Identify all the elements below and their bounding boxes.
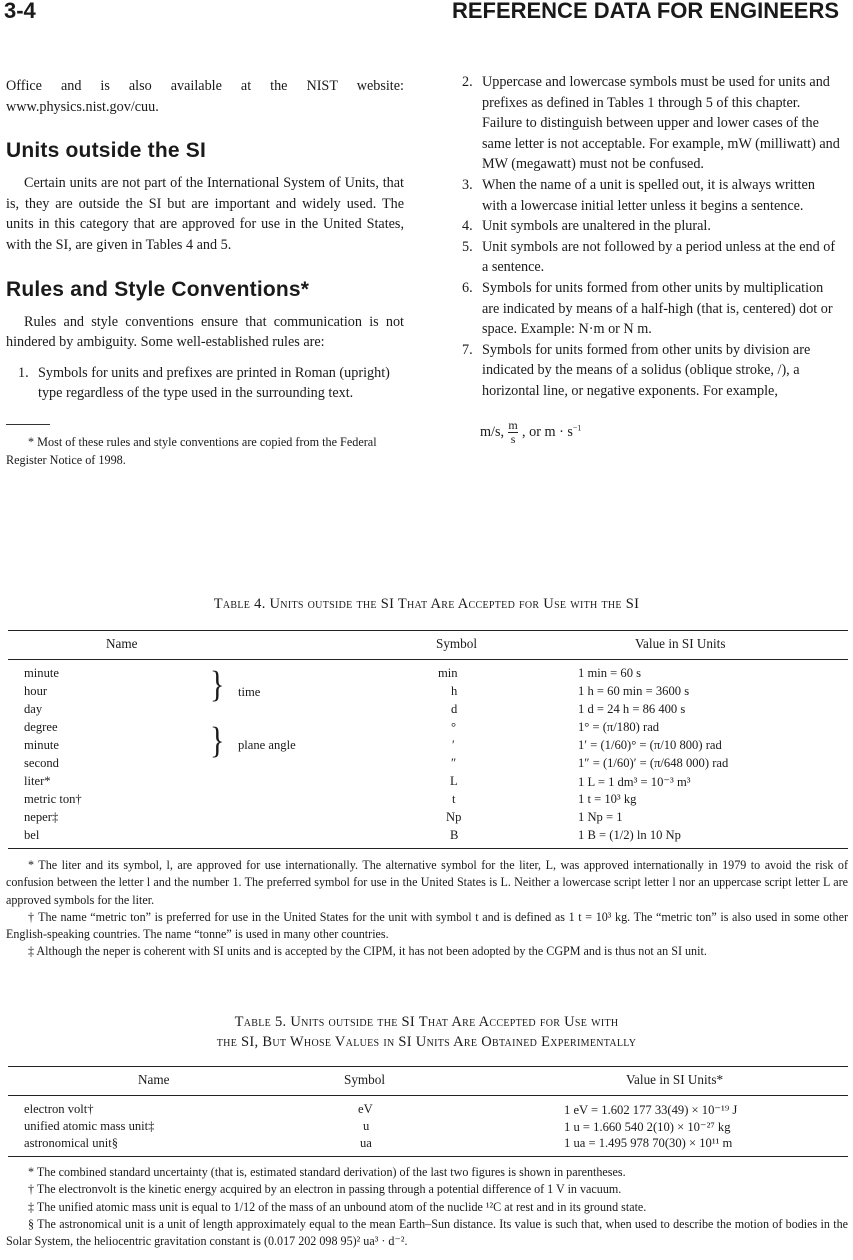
rule-text: Symbols for units formed from other units by division are indicated by the means of a solidus (oblique stroke, /), a horizontal line, or negative exponents. For example,	[482, 341, 811, 399]
row-name: bel	[24, 828, 40, 842]
row-value: 1 d = 24 h = 86 400 s	[578, 702, 686, 716]
table-note: † The name “metric ton” is preferred for use in the United States for the unit with symbol t and is defined as 1 t = 10³ kg. The “metric ton” is also used in some other English-speaking countries. The name “tonne” is used in many other countries.	[6, 909, 848, 942]
col-header-name: Name	[138, 1072, 170, 1087]
row-name: minute	[24, 738, 59, 752]
brace-time: }	[210, 663, 225, 705]
table-note: ‡ The unified atomic mass unit is equal to 1/12 of the mass of an unbound atom of the nuclide ¹²C at rest and in its ground state.	[28, 1199, 647, 1214]
row-value: 1° = (π/180) rad	[578, 720, 660, 734]
rule-text: When the name of a unit is spelled out, it is always written with a lowercase initial letter unless it begins a sentence.	[482, 176, 815, 214]
page-header	[0, 0, 853, 26]
row-symbol: eV	[358, 1102, 373, 1116]
rule-text: Symbols for units and prefixes are printed in Roman (upright) type regardless of the type used in the surrounding text.	[38, 364, 390, 402]
expr-exponent: −1	[572, 422, 582, 432]
table5-caption-line2: the SI, But Whose Values in SI Units Are Obtained Experimentally	[216, 1034, 637, 1050]
col-header-symbol: Symbol	[344, 1072, 386, 1087]
table-rule-top	[8, 1066, 848, 1067]
expr-fraction	[508, 417, 518, 446]
section-heading-rules: Rules and Style Conventions*	[6, 277, 310, 301]
row-symbol: B	[450, 828, 459, 842]
row-value: 1″ = (1/60)′ = (π/648 000) rad	[578, 756, 729, 770]
expr-numerator: m	[508, 417, 518, 432]
intro-paragraph: Office and is also available at the NIST website: www.physics.nist.gov/cuu.	[6, 78, 404, 115]
rule-item	[462, 175, 842, 216]
rule-item	[462, 278, 842, 340]
rule-item	[462, 237, 842, 278]
row-value: 1 Np = 1	[578, 810, 623, 824]
left-column	[6, 76, 404, 470]
col-header-value: Value in SI Units*	[626, 1072, 724, 1087]
rule-item	[6, 363, 404, 404]
table4-notes	[6, 857, 848, 961]
row-value: 1′ = (1/60)° = (π/10 800) rad	[578, 738, 722, 752]
col-header-symbol: Symbol	[436, 636, 478, 651]
row-symbol: Np	[446, 810, 462, 824]
table4-caption: Table 4. Units outside the SI That Are Accepted for Use with the SI	[213, 596, 640, 612]
row-name: astronomical unit§	[24, 1136, 119, 1150]
rule-number: 3.	[462, 176, 473, 193]
row-symbol: d	[451, 702, 458, 716]
group-label-time: time	[238, 685, 261, 699]
table-note: * The liter and its symbol, l, are approved for use internationally. The alternative symbol for the liter, L, was approved internationally in 1979 to avoid the risk of confusion between the letter l and the number 1. The preferred symbol for use in the United States is L. Neither a lowercase script letter l nor an uppercase script letter L are approved symbols for the liter.	[6, 858, 848, 907]
table-rule-header	[8, 659, 848, 660]
table4	[8, 630, 848, 850]
rule-number: 1.	[18, 364, 29, 381]
right-column	[462, 72, 842, 445]
row-name: hour	[24, 684, 48, 698]
page-number: 3-4	[4, 0, 36, 23]
row-name: neper‡	[24, 810, 59, 824]
table-note: ‡ Although the neper is coherent with SI units and is accepted by the CIPM, it has not been adopted by the CGPM and is thus not an SI unit.	[28, 944, 707, 959]
row-symbol: t	[452, 792, 456, 806]
row-name: metric ton†	[24, 792, 82, 806]
table-rule-bottom	[8, 1156, 848, 1157]
row-symbol: °	[451, 720, 457, 734]
row-symbol: ″	[451, 756, 457, 770]
row-value: 1 ua = 1.495 978 70(30) × 10¹¹ m	[564, 1136, 733, 1150]
table-note: † The electronvolt is the kinetic energy acquired by an electron in passing through a potential difference of 1 V in vacuum.	[28, 1182, 622, 1197]
expr-text: , or m · s	[522, 423, 573, 440]
column-footnote	[6, 433, 404, 470]
unit-expression-example	[480, 417, 842, 446]
row-symbol: min	[438, 666, 458, 680]
table-note: § The astronomical unit is a unit of length approximately equal to the mean Earth–Sun distance. Its value is such that, when used to describe the motion of bodies in the Solar System, the heliocentric gravitation constant is (0.017 202 098 95)² ua³ · d⁻².	[6, 1216, 848, 1249]
row-symbol: L	[450, 774, 458, 788]
rule-item	[462, 340, 842, 402]
table5-notes	[6, 1164, 848, 1250]
table-rule-header	[8, 1095, 848, 1096]
rule-text: Unit symbols are not followed by a period unless at the end of a sentence.	[482, 238, 836, 276]
rules-intro-paragraph: Rules and style conventions ensure that communication is not hindered by ambiguity. Some well-established rules are:	[6, 313, 404, 351]
row-value: 1 h = 60 min = 3600 s	[578, 684, 690, 698]
running-title: REFERENCE DATA FOR ENGINEERS	[451, 0, 839, 23]
rule-text: Uppercase and lowercase symbols must be used for units and prefixes as defined in Tables 1 through 5 of this chapter. Failure to distinguish between upper and lower cases of the same letter is not acceptable. For example, mW (milliwatt) and MW (megawatt) must not be confused.	[482, 74, 840, 173]
row-name: day	[24, 702, 43, 716]
footnote-text: * Most of these rules and style conventions are copied from the Federal Register Notice of 1998.	[6, 434, 377, 468]
expr-denominator: s	[510, 431, 516, 446]
rule-text: Symbols for units formed from other units by multiplication are indicated by means of a half-high (that is, centered) dot or space. Example: N·m or N m.	[482, 279, 833, 338]
table5	[8, 1066, 848, 1160]
row-value: 1 t = 10³ kg	[578, 792, 637, 806]
rule-number: 7.	[462, 341, 473, 358]
row-symbol: u	[363, 1119, 370, 1133]
row-value: 1 eV = 1.602 177 33(49) × 10⁻¹⁹ J	[564, 1103, 738, 1117]
row-name: unified atomic mass unit‡	[24, 1119, 155, 1133]
row-name: minute	[24, 666, 59, 680]
col-header-name: Name	[106, 636, 138, 651]
expr-negative-exponent	[522, 424, 581, 441]
row-value: 1 min = 60 s	[578, 666, 642, 680]
col-header-value: Value in SI Units	[635, 636, 726, 651]
footnote-divider	[6, 424, 50, 425]
rule-number: 2.	[462, 74, 473, 90]
row-symbol: h	[451, 684, 458, 698]
rule-number: 5.	[462, 238, 473, 255]
expr-solidus: m/s,	[480, 423, 505, 440]
row-name: second	[24, 756, 59, 770]
table-rule-top	[8, 630, 848, 631]
table-rule-bottom	[8, 848, 848, 849]
rule-text: Unit symbols are unaltered in the plural.	[482, 218, 711, 235]
rule-number: 6.	[462, 279, 473, 296]
section-heading-units-outside-si: Units outside the SI	[6, 139, 207, 163]
rule-number: 4.	[462, 218, 473, 235]
row-value: 1 L = 1 dm³ = 10⁻³ m³	[578, 775, 691, 789]
row-symbol: ′	[452, 738, 455, 752]
row-name: electron volt†	[24, 1102, 94, 1116]
brace-plane-angle: }	[210, 719, 225, 761]
group-label-plane-angle: plane angle	[238, 738, 296, 752]
rule-item	[462, 216, 842, 237]
table5-caption-line1: Table 5. Units outside the SI That Are Accepted for Use with	[234, 1014, 619, 1030]
units-outside-si-paragraph: Certain units are not part of the International System of Units, that is, they are outside the SI but are important and widely used. The units in this category that are approved for use in the United States, with the SI, are given in Tables 4 and 5.	[6, 175, 404, 253]
row-value: 1 u = 1.660 540 2(10) × 10⁻²⁷ kg	[564, 1120, 731, 1134]
rule-item	[462, 72, 842, 175]
row-symbol: ua	[360, 1136, 372, 1150]
row-value: 1 B = (1/2) ln 10 Np	[578, 828, 681, 842]
table-note: * The combined standard uncertainty (that is, estimated standard derivation) of the last two figures is shown in parentheses.	[28, 1165, 626, 1179]
row-name: degree	[24, 720, 58, 734]
row-name: liter*	[24, 774, 51, 788]
